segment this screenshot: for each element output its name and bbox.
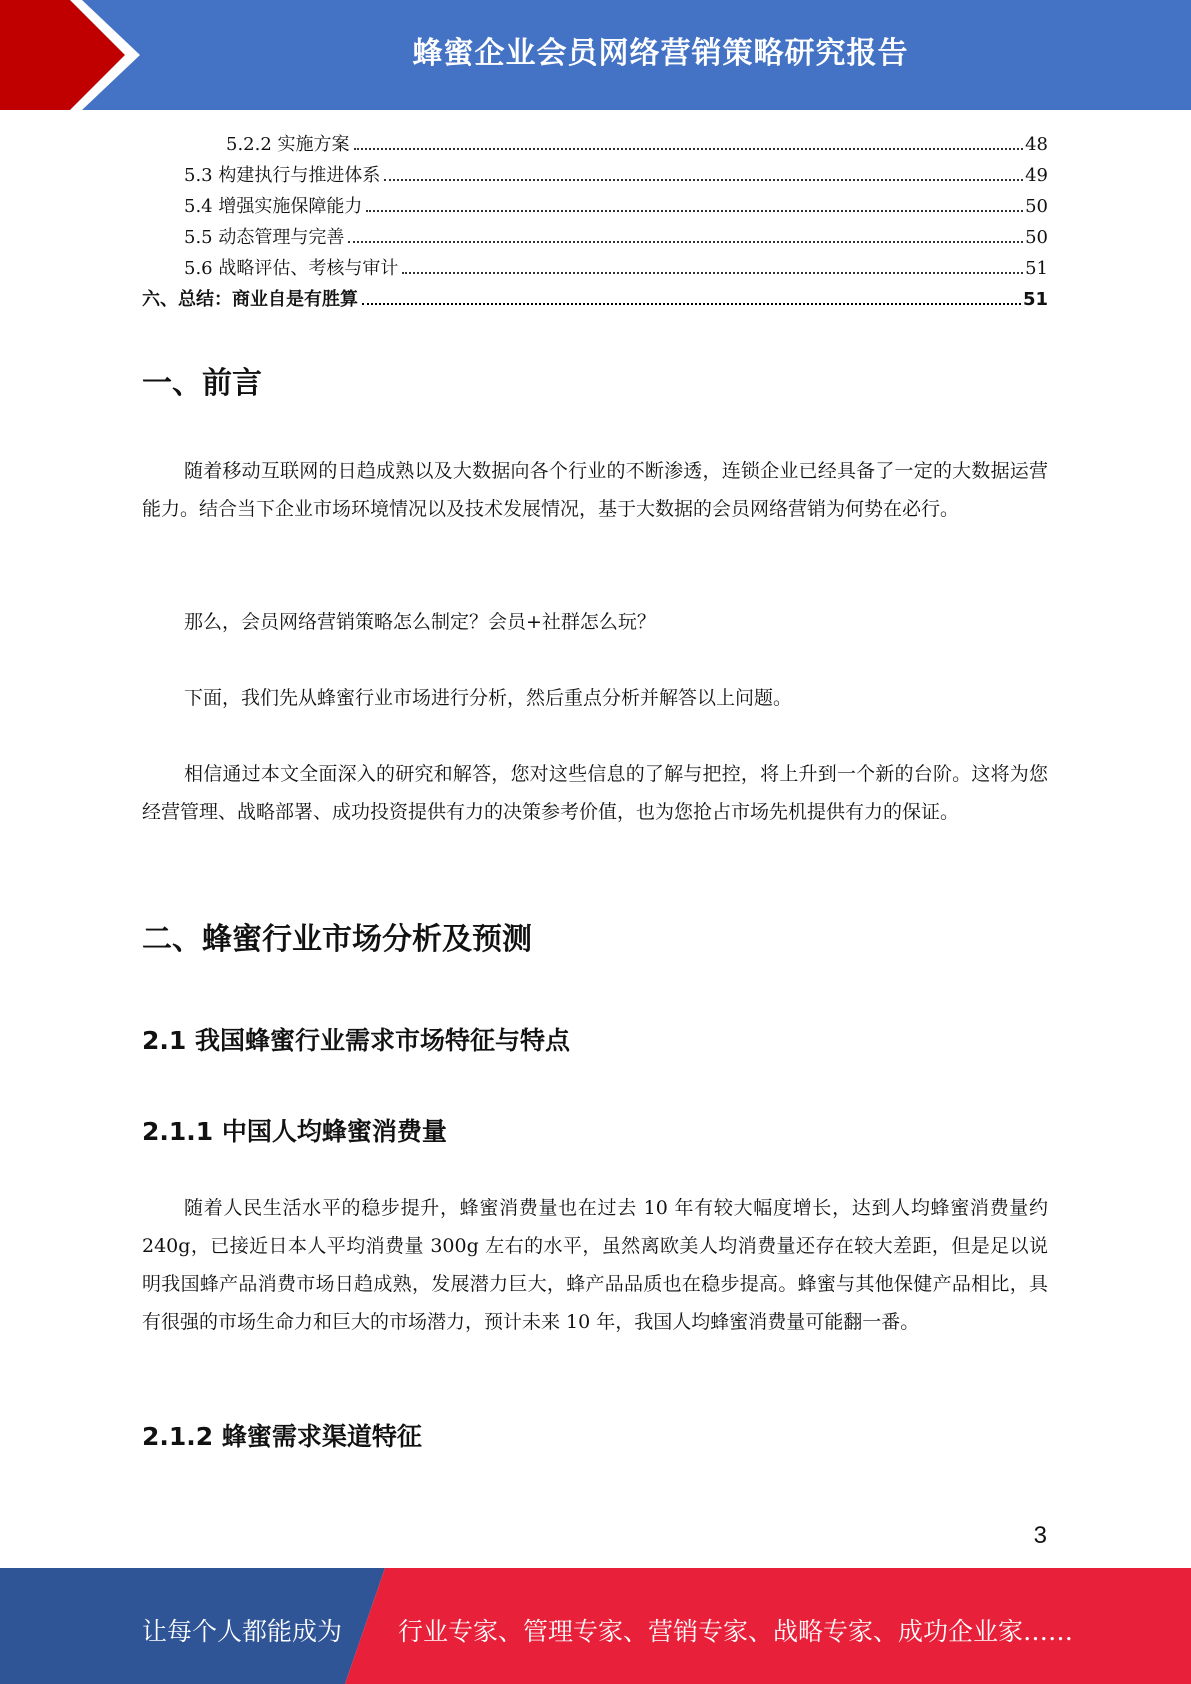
paragraph: 相信通过本文全面深入的研究和解答，您对这些信息的了解与把控，将上升到一个新的台阶。这将为您经营管理、战略部署、成功投资提供有力的决策参考价值，也为您抢占市场先机提供有力的保证。 xyxy=(142,763,1048,823)
toc-entry[interactable] xyxy=(142,254,1048,285)
toc-entry-page: 48 xyxy=(1025,134,1048,155)
toc-entry-label: 5.6 战略评估、考核与审计 xyxy=(184,258,399,279)
page-header xyxy=(0,0,1191,110)
toc-entry-label: 5.2.2 实施方案 xyxy=(226,134,350,155)
paragraph: 随着移动互联网的日趋成熟以及大数据向各个行业的不断渗透，连锁企业已经具备了一定的大数据运营能力。结合当下企业市场环境情况以及技术发展情况，基于大数据的会员网络营销为何势在必行。 xyxy=(142,460,1048,520)
toc-entry-page: 49 xyxy=(1025,165,1048,186)
toc-leader xyxy=(402,272,1023,274)
toc-entry[interactable] xyxy=(142,223,1048,254)
toc-entry-label: 5.4 增强实施保障能力 xyxy=(184,196,363,217)
toc-entry-page: 50 xyxy=(1025,227,1048,248)
toc-entry[interactable] xyxy=(142,285,1048,316)
toc-leader xyxy=(348,241,1023,243)
page-footer xyxy=(0,1568,1191,1684)
toc-entry-label: 5.3 构建执行与推进体系 xyxy=(184,165,381,186)
toc-entry[interactable] xyxy=(142,161,1048,192)
toc-entry-label: 六、总结：商业自是有胜算 xyxy=(142,289,358,310)
page-number: 3 xyxy=(1033,1522,1047,1549)
footer-slogan-left: 让每个人都能成为 xyxy=(142,1617,343,1646)
section-heading-market: 二、蜂蜜行业市场分析及预测 xyxy=(142,922,532,957)
paragraph: 随着人民生活水平的稳步提升，蜂蜜消费量也在过去 10 年有较大幅度增长，达到人均蜂蜜消费量约 240g，已接近日本人平均消费量 300g 左右的水平，虽然离欧美人均消费量还存在较大差距，但是足以说明我国蜂产品消费市场日趋成熟，发展潜力巨大，蜂产品品质也在稳步提高。蜂蜜与其他保健产品相比，具有很强的市场生命力和巨大的市场潜力，预计未来 10 年，我国人均蜂蜜消费量可能翻一番。 xyxy=(142,1197,1048,1333)
subsection-heading: 2.1 我国蜂蜜行业需求市场特征与特点 xyxy=(142,1026,570,1055)
header-title: 蜂蜜企业会员网络营销策略研究报告 xyxy=(412,36,909,71)
toc-entry[interactable] xyxy=(142,130,1048,161)
paragraph: 下面，我们先从蜂蜜行业市场进行分析，然后重点分析并解答以上问题。 xyxy=(184,687,793,709)
toc-entry-page: 51 xyxy=(1022,289,1048,310)
footer-slogan-right: 行业专家、管理专家、营销专家、战略专家、成功企业家…… xyxy=(398,1617,1074,1646)
toc-entry[interactable] xyxy=(142,192,1048,223)
toc-entry-label: 5.5 动态管理与完善 xyxy=(184,227,345,248)
toc-entry-page: 50 xyxy=(1025,196,1048,217)
toc-entry-page: 51 xyxy=(1025,258,1048,279)
paragraph: 那么，会员网络营销策略怎么制定？会员+社群怎么玩？ xyxy=(184,611,656,633)
toc-leader xyxy=(384,179,1023,181)
subsubsection-heading: 2.1.2 蜂蜜需求渠道特征 xyxy=(142,1422,422,1451)
toc-leader xyxy=(366,210,1023,212)
subsubsection-heading: 2.1.1 中国人均蜂蜜消费量 xyxy=(142,1117,447,1146)
toc-leader xyxy=(354,148,1024,150)
table-of-contents xyxy=(142,130,1048,316)
header-chevron-icon xyxy=(0,0,160,110)
section-heading-preface: 一、前言 xyxy=(142,366,262,401)
toc-leader xyxy=(362,303,1021,305)
